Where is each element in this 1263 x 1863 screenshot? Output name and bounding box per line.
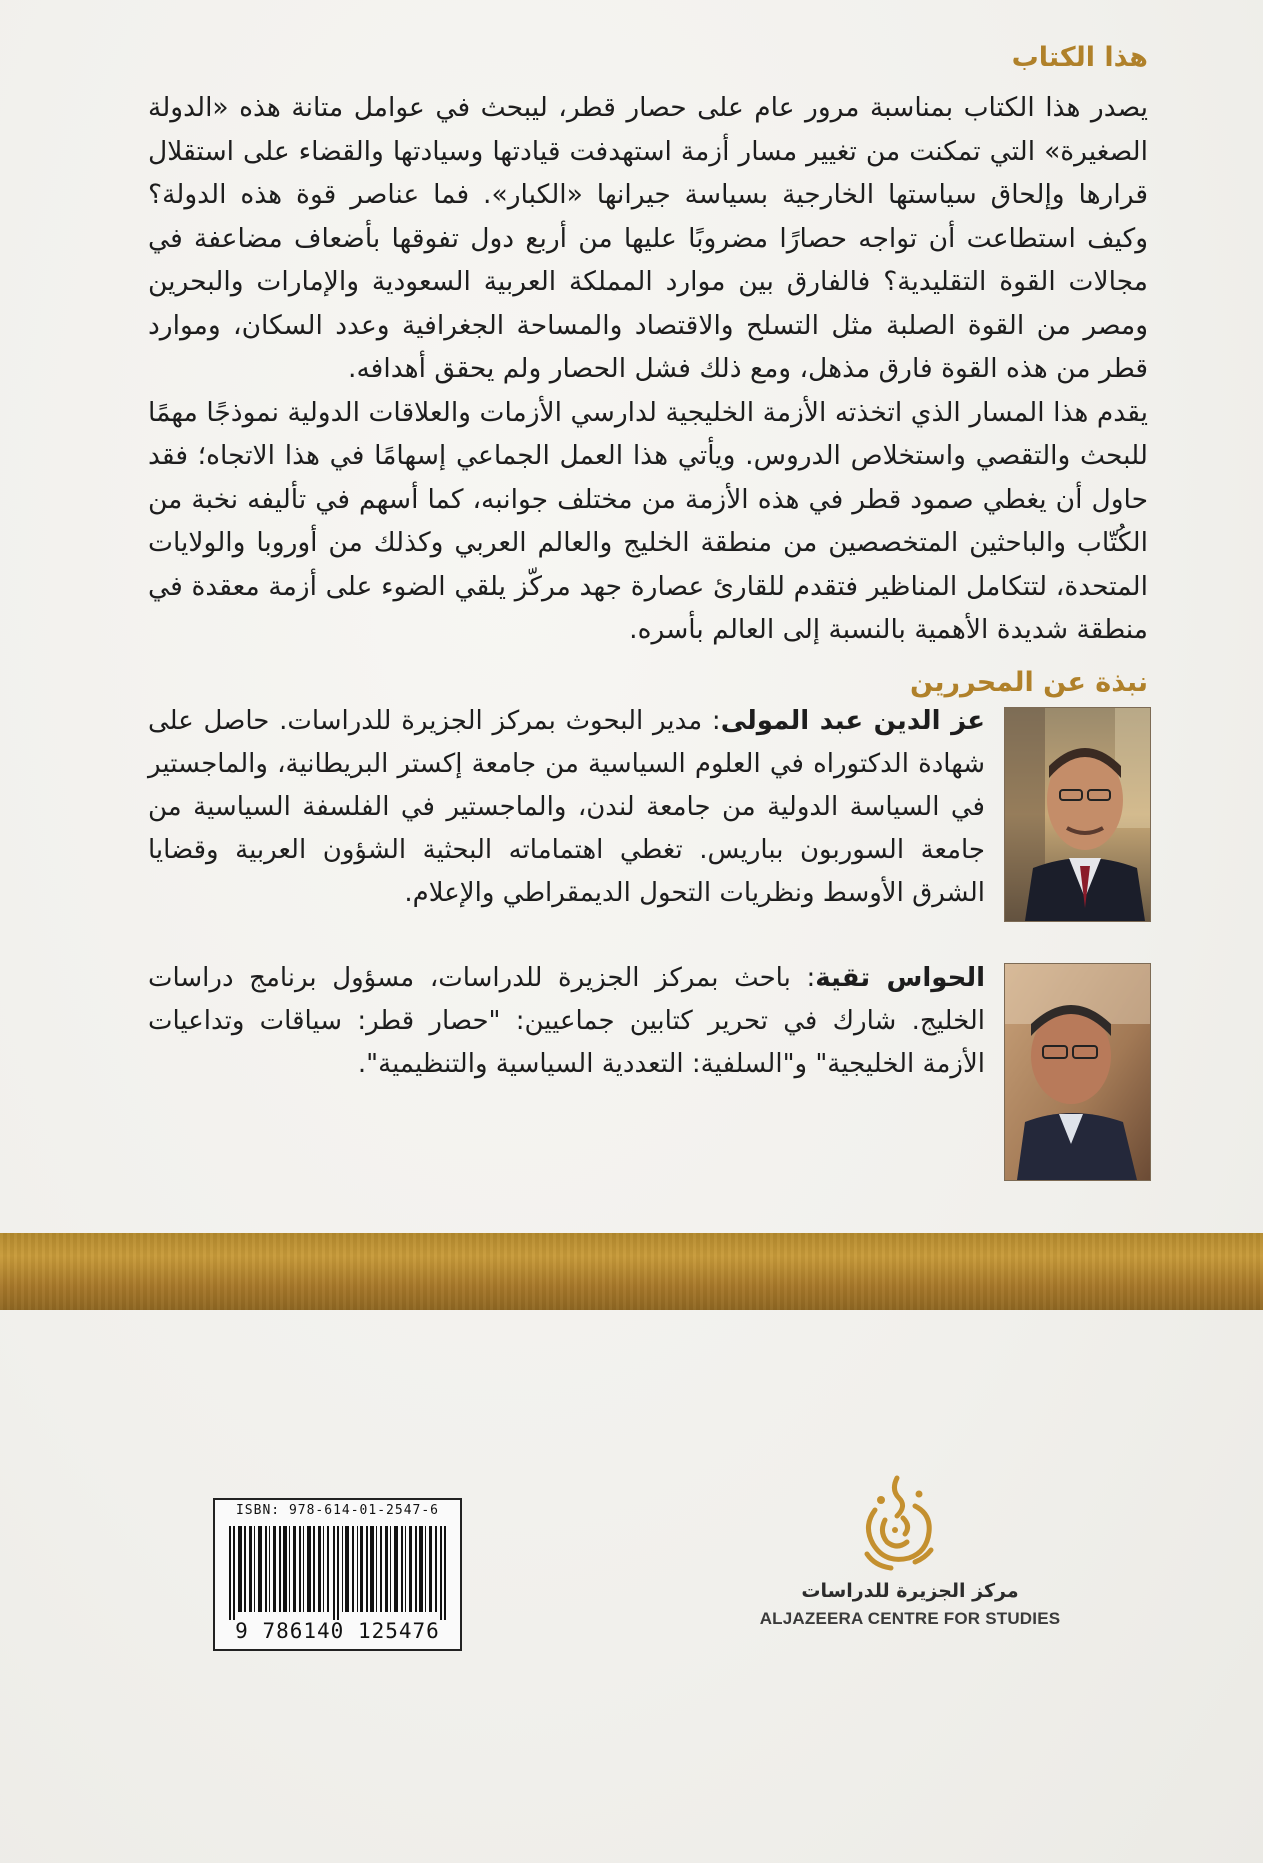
editor-2-bio	[148, 957, 985, 1086]
about-book-text	[148, 86, 1148, 652]
editor-2-photo	[1004, 963, 1151, 1181]
decorative-gold-band	[0, 1233, 1263, 1310]
about-book-paragraph-1: يصدر هذا الكتاب بمناسبة مرور عام على حصار قطر، ليبحث في عوامل متانة هذه «الدولة الصغيرة» التي تمكنت من تغيير مسار أزمة استهدفت قيادتها وسيادتها والقضاء على استقلال قرارها وإلحاق سياستها الخارجية بسياسة جيرانها «الكبار». فما عناصر قوة هذه الدولة؟ وكيف استطاعت أن تواجه حصارًا مضروبًا عليها من أربع دول تفوقها بأضعاف مضاعفة في مجالات القوة التقليدية؟ فالفارق بين موارد المملكة العربية السعودية والإمارات والبحرين ومصر من القوة الصلبة مثل التسلح والاقتصاد والمساحة الجغرافية وعدد السكان، وموارد قطر من هذه القوة فارق مذهل، ومع ذلك فشل الحصار ولم يحقق أهدافه.	[148, 92, 1148, 384]
editor-2-bio-text: : باحث بمركز الجزيرة للدراسات، مسؤول برنامج دراسات الخليج. شارك في تحرير كتابين جماعيين: "حصار قطر: سياقات وتداعيات الأزمة الخليجية" و"السلفية: التعددية السياسية والتنظيمية".	[148, 963, 985, 1079]
aljazeera-logo-icon	[845, 1470, 945, 1580]
editor-1-photo	[1004, 707, 1151, 922]
publisher-name-english: ALJAZEERA CENTRE FOR STUDIES	[759, 1609, 1061, 1628]
editor-1-name: عز الدين عبد المولى	[720, 706, 985, 736]
about-book-heading: هذا الكتاب	[1011, 42, 1148, 73]
isbn-label: ISBN: 978-614-01-2547-6	[235, 1503, 439, 1518]
barcode-icon	[223, 1526, 452, 1620]
editors-heading: نبذة عن المحررين	[910, 667, 1148, 698]
editor-1-bio	[148, 700, 985, 915]
isbn-digits: 9 786140 125476	[235, 1619, 440, 1643]
about-book-paragraph-2: يقدم هذا المسار الذي اتخذته الأزمة الخليجية لدارسي الأزمات والعلاقات الدولية نموذجًا مهمًا للبحث والتقصي واستخلاص الدروس. ويأتي هذا العمل الجماعي إسهامًا في هذا الاتجاه؛ فقد حاول أن يغطي صمود قطر في هذه الأزمة من مختلف جوانبه، كما أسهم في تأليفه نخبة من الكُتّاب والباحثين المتخصصين من منطقة الخليج والعالم العربي وكذلك من أوروبا والولايات المتحدة، لتتكامل المناظير فتقدم للقارئ عصارة جهد مركّز يلقي الضوء على أزمة معقدة في منطقة شديدة الأهمية بالنسبة إلى العالم بأسره.	[148, 396, 1148, 645]
publisher-name-arabic: مركز الجزيرة للدراسات	[801, 1580, 1019, 1602]
editor-1-bio-text: : مدير البحوث بمركز الجزيرة للدراسات. حاصل على شهادة الدكتوراه في العلوم السياسية من جامعة إكستر البريطانية، والماجستير في السياسة الدولية من جامعة لندن، والماجستير في الفلسفة السياسية من جامعة السوربون بباريس. تغطي اهتماماته البحثية الشؤون العربية وقضايا الشرق الأوسط ونظريات التحول الديمقراطي والإعلام.	[148, 706, 985, 908]
editor-2-name: الحواس تقية	[815, 963, 985, 993]
isbn-barcode-box	[213, 1498, 462, 1651]
